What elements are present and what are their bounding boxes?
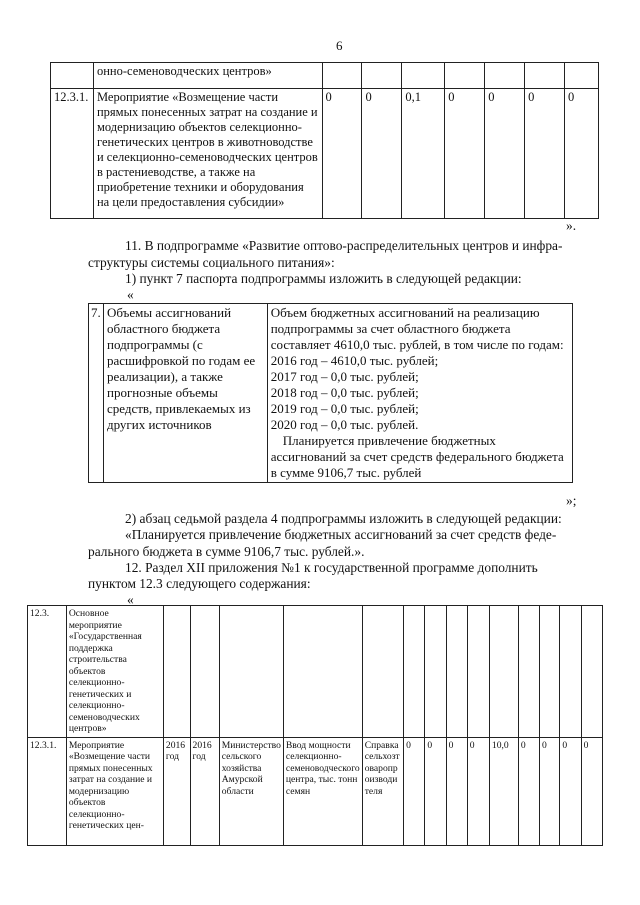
table-row — [28, 737, 603, 845]
cell-value: 0 — [322, 89, 362, 219]
cell-text: Мероприятие «Возмещение части прямых понесенных затрат на создание и модернизацию объектов селекционно-генетических цен- — [66, 737, 163, 845]
cell-end-year: 2016 год — [190, 737, 219, 845]
cell-value: 0,1 — [402, 89, 445, 219]
cell-value: 0 — [540, 737, 560, 845]
cell-value: 0 — [485, 89, 525, 219]
cell-start-year: 2016 год — [163, 737, 190, 845]
cell-value: 0 — [362, 89, 402, 219]
paragraph-line: рального бюджета в сумме 9106,7 тыс. рублей.». — [88, 544, 365, 559]
table-appendix-measures — [27, 605, 603, 846]
cell-value: 10,0 — [489, 737, 518, 845]
cell-num: 12.3.1. — [51, 89, 94, 219]
paragraph-line: «Планируется привлечение бюджетных ассигнований за счет средств феде- — [125, 527, 557, 542]
content-line: 2018 год – 0,0 тыс. рублей; — [270, 385, 419, 400]
cell-label: Объемы ассигнований областного бюджета подпрограммы (с расшифровкой по годам ее реализации), а также прогнозные объемы средств, привлекаемых из других источников — [103, 304, 267, 483]
page-number: 6 — [336, 38, 343, 53]
table-row — [89, 304, 573, 483]
opening-quote: « — [127, 592, 134, 607]
opening-quote: « — [127, 287, 134, 302]
content-line: Планируется привлечение бюджетных ассигнований за счет средств федерального бюджета в сумме 9106,7 тыс. рублей — [270, 433, 564, 480]
cell-source: Справка сельхозтоваропроизводителя — [362, 737, 403, 845]
cell-num: 12.3.1. — [28, 737, 67, 845]
table-row — [28, 606, 603, 738]
content-line: Объем бюджетных ассигнований на реализацию подпрограммы за счет областного бюджета составляет 4610,0 тыс. рублей, в том числе по годам: — [270, 305, 564, 352]
paragraph-line: 1) пункт 7 паспорта подпрограммы изложить в следующей редакции: — [125, 271, 522, 286]
cell-value: 0 — [525, 89, 565, 219]
paragraph-line: пунктом 12.3 следующего содержания: — [88, 576, 311, 591]
table-passport-item-7 — [88, 303, 573, 483]
table-row — [51, 89, 599, 219]
cell-value: 0 — [565, 89, 599, 219]
content-line: 2019 год – 0,0 тыс. рублей; — [270, 401, 419, 416]
cell-value: 0 — [404, 737, 425, 845]
paragraph-line: 2) абзац седьмой раздела 4 подпрограммы изложить в следующей редакции: — [125, 511, 562, 526]
paragraph-line: 12. Раздел XII приложения №1 к государственной программе дополнить — [125, 560, 538, 575]
closing-quote: »; — [566, 493, 577, 508]
cell-text: Основное мероприятие «Государственная поддержка строительства объектов селекционно-генетических и селекционно-семеноводческих центров» — [66, 606, 163, 738]
cell-text: онно-семеноводческих центров» — [93, 63, 322, 89]
closing-quote: ». — [566, 218, 577, 233]
cell-num: 7. — [89, 304, 104, 483]
cell-value: 0 — [425, 737, 446, 845]
cell-num: 12.3. — [28, 606, 67, 738]
table-program-measures — [50, 62, 599, 219]
cell-value: 0 — [445, 89, 485, 219]
cell-value: 0 — [581, 737, 602, 845]
paragraph-line: структуры системы социального питания»: — [88, 255, 335, 270]
cell-value: 0 — [467, 737, 489, 845]
content-line: 2017 год – 0,0 тыс. рублей; — [270, 369, 419, 384]
cell-value: 0 — [446, 737, 467, 845]
table-row — [51, 63, 599, 89]
paragraph-line: 11. В подпрограмме «Развитие оптово-распределительных центров и инфра- — [125, 238, 563, 253]
content-line: 2020 год – 0,0 тыс. рублей. — [270, 417, 419, 432]
cell-executor: Министерство сельского хозяйства Амурской области — [219, 737, 283, 845]
cell-content — [267, 304, 572, 483]
content-line: 2016 год – 4610,0 тыс. рублей; — [270, 353, 439, 368]
cell-value: 0 — [560, 737, 581, 845]
cell-indicator: Ввод мощности селекционно-семеноводческого центра, тыс. тонн семян — [283, 737, 362, 845]
cell-value: 0 — [518, 737, 539, 845]
cell-text: Мероприятие «Возмещение части прямых понесенных затрат на создание и модернизацию объектов селекционно-генетических центров в животноводстве и селекционно-семеноводческих центров в растениеводстве, а также на приобретение техники и оборудования на цели предоставления субсидии» — [93, 89, 322, 219]
